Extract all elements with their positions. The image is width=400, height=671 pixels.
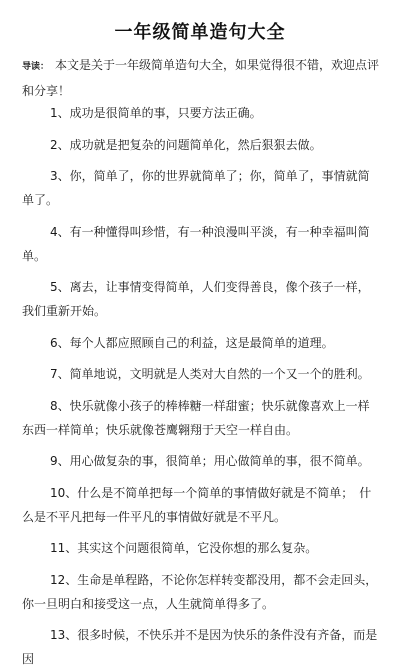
- list-item: 5、离去，让事情变得简单，人们变得善良，像个孩子一样，我们重新开始。: [22, 280, 370, 318]
- list-item: 1、成功是很简单的事，只要方法正确。: [50, 106, 262, 120]
- list-item: 3、你，简单了，你的世界就简单了；你，简单了，事情就简单了。: [22, 169, 370, 207]
- list-item: 12、生命是单程路，不论你怎样转变都没用，都不会走回头，你一旦明白和接受这一点，人生就简单得多了。: [22, 572, 378, 611]
- list-item: 7、简单地说，文明就是人类对大自然的一个又一个的胜利。: [50, 367, 370, 381]
- list-item: 13、很多时候，不快乐并不是因为快乐的条件没有齐备，而是因: [22, 628, 378, 666]
- intro-label: 导读：: [22, 62, 50, 72]
- sentence-list: [22, 101, 378, 671]
- intro-paragraph: [22, 53, 382, 103]
- list-item: 11、其实这个问题很简单，它没你想的那么复杂。: [50, 541, 318, 555]
- list-item: 9、用心做复杂的事，很简单；用心做简单的事，很不简单。: [50, 454, 370, 468]
- list-item: 2、成功就是把复杂的问题简单化，然后狠狠去做。: [50, 137, 322, 152]
- list-item: 8、快乐就像小孩子的棒棒糖一样甜蜜；快乐就像喜欢上一样东西一样简单；快乐就像苍鹰翱翔于天空一样自由。: [22, 398, 370, 437]
- list-item: 4、有一种懂得叫珍惜，有一种浪漫叫平淡，有一种幸福叫简单。: [22, 224, 370, 263]
- intro-text: 本文是关于一年级简单造句大全，如果觉得很不错，欢迎点评和分享！: [22, 58, 380, 98]
- list-item: 6、每个人都应照顾自己的利益，这是最简单的道理。: [50, 335, 334, 350]
- list-item: 10、什么是不简单把每一个简单的事情做好就是不简单； 什么是不平凡把每一件平凡的事情做好就是不平凡。: [22, 485, 372, 524]
- page-title: 一年级简单造句大全: [114, 22, 286, 43]
